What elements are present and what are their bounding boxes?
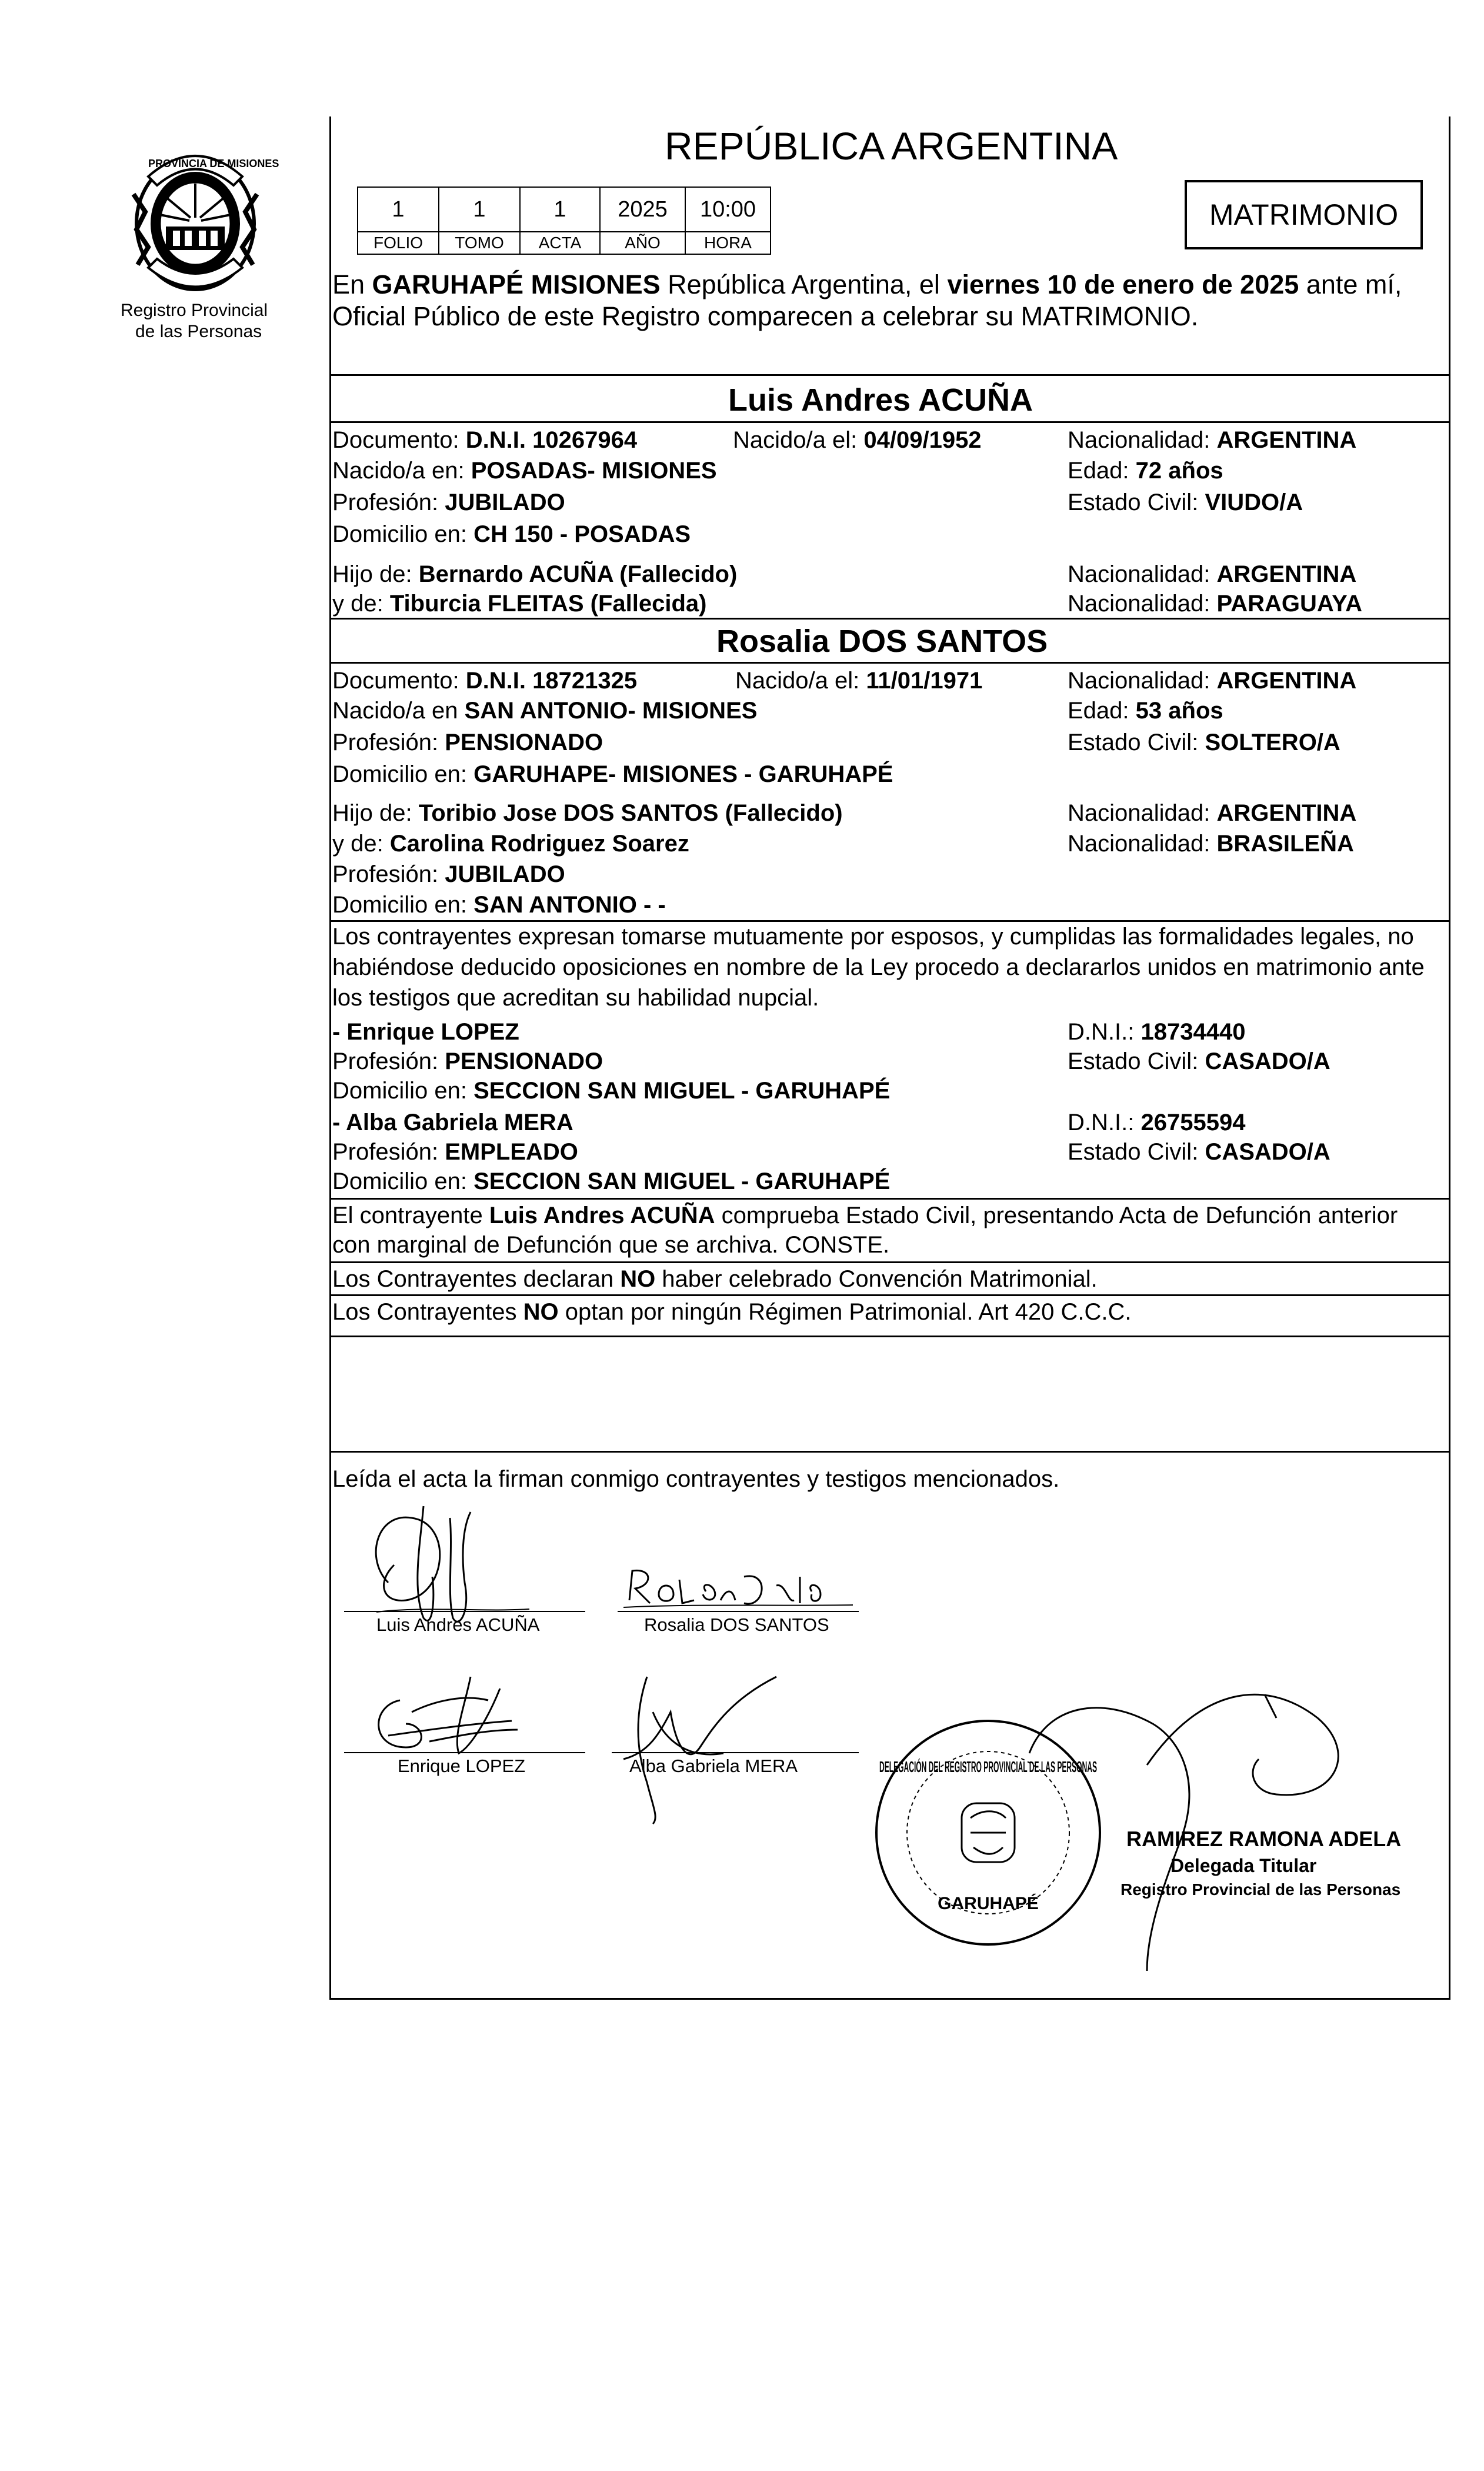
- intro-line-2: Oficial Público de este Registro comparecen a celebrar su MATRIMONIO.: [332, 301, 1199, 331]
- bride-mother-nationality: Nacionalidad: BRASILEÑA: [1068, 831, 1354, 857]
- stamp-org-text: DELEGACIÓN DEL REGISTRO PROVINCIAL DE LAS PERSONAS: [879, 1758, 1097, 1776]
- record-hour-label: HORA: [685, 231, 771, 255]
- bride-mother-address: Domicilio en: SAN ANTONIO - -: [332, 892, 666, 918]
- witness-1-signature: [353, 1665, 553, 1765]
- logo-caption: Registro Provincial: [121, 301, 268, 320]
- witness-2-signature: [612, 1665, 800, 1830]
- witness-1-profession: Profesión: PENSIONADO: [332, 1048, 603, 1074]
- record-folio-value: 1: [357, 187, 439, 232]
- witness-2-dni: D.N.I.: 26755594: [1068, 1110, 1246, 1135]
- record-tomo-value: 1: [438, 187, 521, 232]
- groom-father: Hijo de: Bernardo ACUÑA (Fallecido): [332, 561, 738, 587]
- stamp-city-text: GARUHAPÉ: [938, 1894, 1039, 1913]
- groom-father-nationality: Nacionalidad: ARGENTINA: [1068, 561, 1357, 587]
- bride-document: Documento: D.N.I. 18721325: [332, 668, 638, 694]
- record-acta-value: 1: [519, 187, 601, 232]
- logo-caption: de las Personas: [135, 322, 262, 341]
- groom-signature-name: Luis Andres ACUÑA: [376, 1614, 540, 1635]
- document-title: REPÚBLICA ARGENTINA: [665, 124, 1118, 168]
- record-acta-label: ACTA: [519, 231, 601, 255]
- record-tomo-label: TOMO: [438, 231, 521, 255]
- groom-profession: Profesión: JUBILADO: [332, 489, 565, 515]
- patrimonial-regime-note: Los Contrayentes NO optan por ningún Régimen Patrimonial. Art 420 C.C.C.: [332, 1299, 1132, 1325]
- record-folio-label: FOLIO: [357, 231, 439, 255]
- bride-signature-name: Rosalia DOS SANTOS: [644, 1614, 829, 1635]
- civil-status-note-line-2: con marginal de Defunción que se archiva. CONSTE.: [332, 1232, 890, 1258]
- bride-father-nationality: Nacionalidad: ARGENTINA: [1068, 800, 1357, 826]
- intro-line-1: En GARUHAPÉ MISIONES República Argentina, el viernes 10 de enero de 2025 ante mí,: [332, 269, 1402, 299]
- official-title: Delegada Titular: [1170, 1855, 1317, 1876]
- bride-signature: [618, 1559, 865, 1618]
- groom-mother-nationality: Nacionalidad: PARAGUAYA: [1068, 591, 1362, 617]
- witness-1-civil-status: Estado Civil: CASADO/A: [1068, 1048, 1330, 1074]
- bride-nationality: Nacionalidad: ARGENTINA: [1068, 668, 1357, 694]
- official-organization: Registro Provincial de las Personas: [1120, 1880, 1401, 1899]
- witness-1-dni: D.N.I.: 18734440: [1068, 1019, 1246, 1045]
- witness-2-signature-name: Alba Gabriela MERA: [629, 1756, 798, 1776]
- declaration-line: Los contrayentes expresan tomarse mutuamente por esposos, y cumplidas las formalidades legales, no: [332, 924, 1414, 950]
- bride-father: Hijo de: Toribio Jose DOS SANTOS (Fallecido): [332, 800, 843, 826]
- bride-age: Edad: 53 años: [1068, 698, 1223, 724]
- intro-place: GARUHAPÉ MISIONES: [372, 269, 661, 299]
- act-type-box: [1185, 180, 1423, 249]
- bride-address: Domicilio en: GARUHAPE- MISIONES - GARUHAPÉ: [332, 761, 893, 787]
- bride-civil-status: Estado Civil: SOLTERO/A: [1068, 730, 1340, 755]
- province-emblem-text: PROVINCIA DE MISIONES: [148, 158, 279, 169]
- closing-statement: Leída el acta la firman conmigo contrayentes y testigos mencionados.: [332, 1466, 1060, 1492]
- civil-status-note: El contrayente Luis Andres ACUÑA comprueba Estado Civil, presentando Acta de Defunción anterior: [332, 1203, 1398, 1228]
- groom-civil-status: Estado Civil: VIUDO/A: [1068, 489, 1303, 515]
- bride-mother: y de: Carolina Rodriguez Soarez: [332, 831, 689, 857]
- bride-name: Rosalia DOS SANTOS: [716, 624, 1048, 659]
- groom-birthdate: Nacido/a el: 04/09/1952: [733, 427, 982, 453]
- witness-2-name: - Alba Gabriela MERA: [332, 1110, 573, 1135]
- groom-mother: y de: Tiburcia FLEITAS (Fallecida): [332, 591, 707, 617]
- declaration-line: habiéndose deducido oposiciones en nombre de la Ley procedo a declararlos unidos en matrimonio ante: [332, 954, 1425, 980]
- bride-mother-profession: Profesión: JUBILADO: [332, 861, 565, 887]
- groom-birthplace: Nacido/a en: POSADAS- MISIONES: [332, 458, 717, 484]
- bride-birthdate: Nacido/a el: 11/01/1971: [735, 668, 983, 694]
- record-hour-value: 10:00: [685, 187, 771, 232]
- groom-nationality: Nacionalidad: ARGENTINA: [1068, 427, 1357, 453]
- groom-name: Luis Andres ACUÑA: [728, 382, 1033, 418]
- bride-birthplace: Nacido/a en SAN ANTONIO- MISIONES: [332, 698, 758, 724]
- groom-document: Documento: D.N.I. 10267964: [332, 427, 638, 453]
- official-name: RAMIREZ RAMONA ADELA: [1126, 1827, 1402, 1851]
- declaration-line: los testigos que acreditan su habilidad nupcial.: [332, 985, 819, 1011]
- witness-1-name: - Enrique LOPEZ: [332, 1019, 519, 1045]
- witness-2-address: Domicilio en: SECCION SAN MIGUEL - GARUHAPÉ: [332, 1168, 891, 1194]
- act-type: MATRIMONIO: [1209, 198, 1399, 231]
- witness-1-signature-name: Enrique LOPEZ: [398, 1756, 526, 1776]
- witness-2-civil-status: Estado Civil: CASADO/A: [1068, 1139, 1330, 1165]
- convention-note: Los Contrayentes declaran NO haber celebrado Convención Matrimonial.: [332, 1266, 1098, 1292]
- record-year-value: 2025: [599, 187, 686, 232]
- groom-age: Edad: 72 años: [1068, 458, 1223, 484]
- record-year-label: AÑO: [599, 231, 686, 255]
- witness-1-address: Domicilio en: SECCION SAN MIGUEL - GARUHAPÉ: [332, 1078, 891, 1104]
- bride-profession: Profesión: PENSIONADO: [332, 730, 603, 755]
- witness-2-profession: Profesión: EMPLEADO: [332, 1139, 578, 1165]
- groom-address: Domicilio en: CH 150 - POSADAS: [332, 521, 691, 547]
- intro-date: viernes 10 de enero de 2025: [947, 269, 1299, 299]
